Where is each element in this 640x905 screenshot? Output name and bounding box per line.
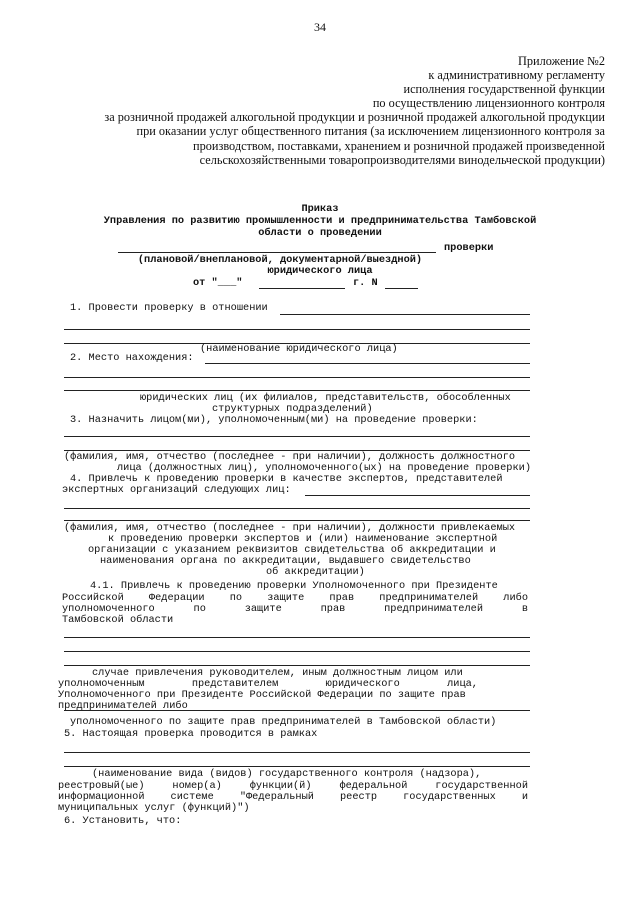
item-4-1-line-1: 4.1. Привлечь к проведению проверки Уполномоченного при Президенте (90, 580, 498, 592)
item-4-hint-4: наименования органа по аккредитации, выдавшего свидетельство (100, 555, 471, 567)
fill-line (64, 710, 530, 711)
item-4-hint-1: (фамилия, имя, отчество (последнее - при наличии), должности привлекаемых (64, 522, 516, 534)
item-2-hint-1: юридических лиц (их филиалов, представительств, обособленных (140, 392, 511, 404)
item-1-hint: (наименование юридического лица) (200, 343, 398, 355)
item-6-text: 6. Установить, что: (64, 815, 182, 827)
item-4-hint-3: организации с указанием реквизитов свидетельства об аккредитации и (88, 544, 496, 556)
page-number: 34 (314, 20, 326, 34)
fill-line (64, 436, 530, 437)
item-2-text: 2. Место нахождения: (70, 352, 194, 364)
check-type-line (118, 252, 436, 253)
appendix-line: при оказании услуг общественного питания (за исключением лицензионного контроля за (136, 124, 605, 139)
number-line (385, 288, 418, 289)
item-4-hint-2: к проведению проверки экспертов и (или) наименование экспертной (108, 533, 498, 545)
item-4-1-line-6: уполномоченным представителем юридического лица, (58, 678, 478, 690)
item-4-1-line-2: Российской Федерации по защите прав предпринимателей либо (62, 592, 528, 604)
item-4-1-line-4: Тамбовской области (62, 614, 174, 626)
item-2-hint-2: структурных подразделений) (212, 403, 373, 415)
item-3-text: 3. Назначить лицом(ми), уполномоченным(ми) на проведение проверки: (70, 414, 478, 426)
fill-line (305, 495, 530, 496)
fill-line (64, 766, 530, 767)
item-5-hint-4: муниципальных услуг (функций)") (58, 802, 250, 814)
item-5-text: 5. Настоящая проверка проводится в рамках (64, 728, 318, 740)
date-line (259, 288, 345, 289)
fill-line (64, 390, 530, 391)
item-4-1-line-3: уполномоченного по защите прав предпринимателей в (62, 603, 528, 615)
fill-line (64, 665, 530, 666)
item-4-text-line-2: экспертных организаций следующих лиц: (62, 484, 291, 496)
order-subtitle-line-1: Управления по развитию промышленности и предпринимательства Тамбовской (103, 215, 537, 227)
fill-line (64, 508, 530, 509)
item-4-1-line-9: уполномоченного по защите прав предпринимателей в Тамбовской области) (70, 716, 497, 728)
appendix-header (104, 54, 605, 167)
entity-label: юридического лица (267, 265, 373, 277)
item-3-hint-2: лица (должностных лиц), уполномоченного(ых) на проведение проверки) (117, 462, 532, 474)
appendix-line: по осуществлению лицензионного контроля (372, 96, 605, 111)
fill-line (64, 637, 530, 638)
appendix-line: сельскохозяйственными товаропроизводителями винодельческой продукции) (199, 152, 605, 167)
item-5-hint-3: информационной системе "Федеральный реестр государственных и (58, 791, 528, 803)
fill-line (64, 329, 530, 330)
item-4-text-line-1: 4. Привлечь к проведению проверки в качестве экспертов, представителей (70, 473, 503, 485)
fill-line (64, 752, 530, 753)
appendix-line: к административному регламенту (428, 68, 605, 83)
item-4-hint-5: об аккредитации) (266, 566, 365, 578)
order-subtitle-line-2: области о проведении (258, 227, 382, 239)
appendix-line: за розничной продажей алкогольной продукции и розничной продажей алкогольной продукции (104, 110, 605, 125)
order-title: Приказ (301, 203, 339, 215)
fill-line (64, 651, 530, 652)
fill-line (280, 314, 530, 315)
item-4-1-line-8: предпринимателей либо (58, 700, 188, 712)
fill-line (64, 377, 530, 378)
item-4-1-line-5: случае привлечения руководителем, иным должностным лицом или (92, 667, 463, 679)
check-type-hint: (плановой/внеплановой, документарной/выездной) (137, 254, 423, 266)
order-date-suffix: г. N (353, 277, 378, 289)
appendix-line: исполнения государственной функции (403, 82, 605, 97)
order-date-prefix: от "___" (193, 277, 243, 289)
item-4-1-line-7: Уполномоченного при Президенте Российской Федерации по защите прав (58, 689, 466, 701)
appendix-line: Приложение №2 (518, 54, 605, 68)
item-5-hint-1: (наименование вида (видов) государственного контроля (надзора), (92, 768, 482, 780)
fill-line (205, 363, 530, 364)
item-5-hint-2: реестровый(ые) номер(а) функции(й) федеральной государственной (58, 780, 528, 792)
item-3-hint-1: (фамилия, имя, отчество (последнее - при наличии), должность должностного (64, 451, 516, 463)
appendix-line: производством, поставками, хранением и розничной продажей произведенной (193, 138, 605, 153)
item-1-text: 1. Провести проверку в отношении (70, 302, 268, 314)
fill-line (64, 520, 530, 521)
check-word: проверки (444, 242, 494, 254)
